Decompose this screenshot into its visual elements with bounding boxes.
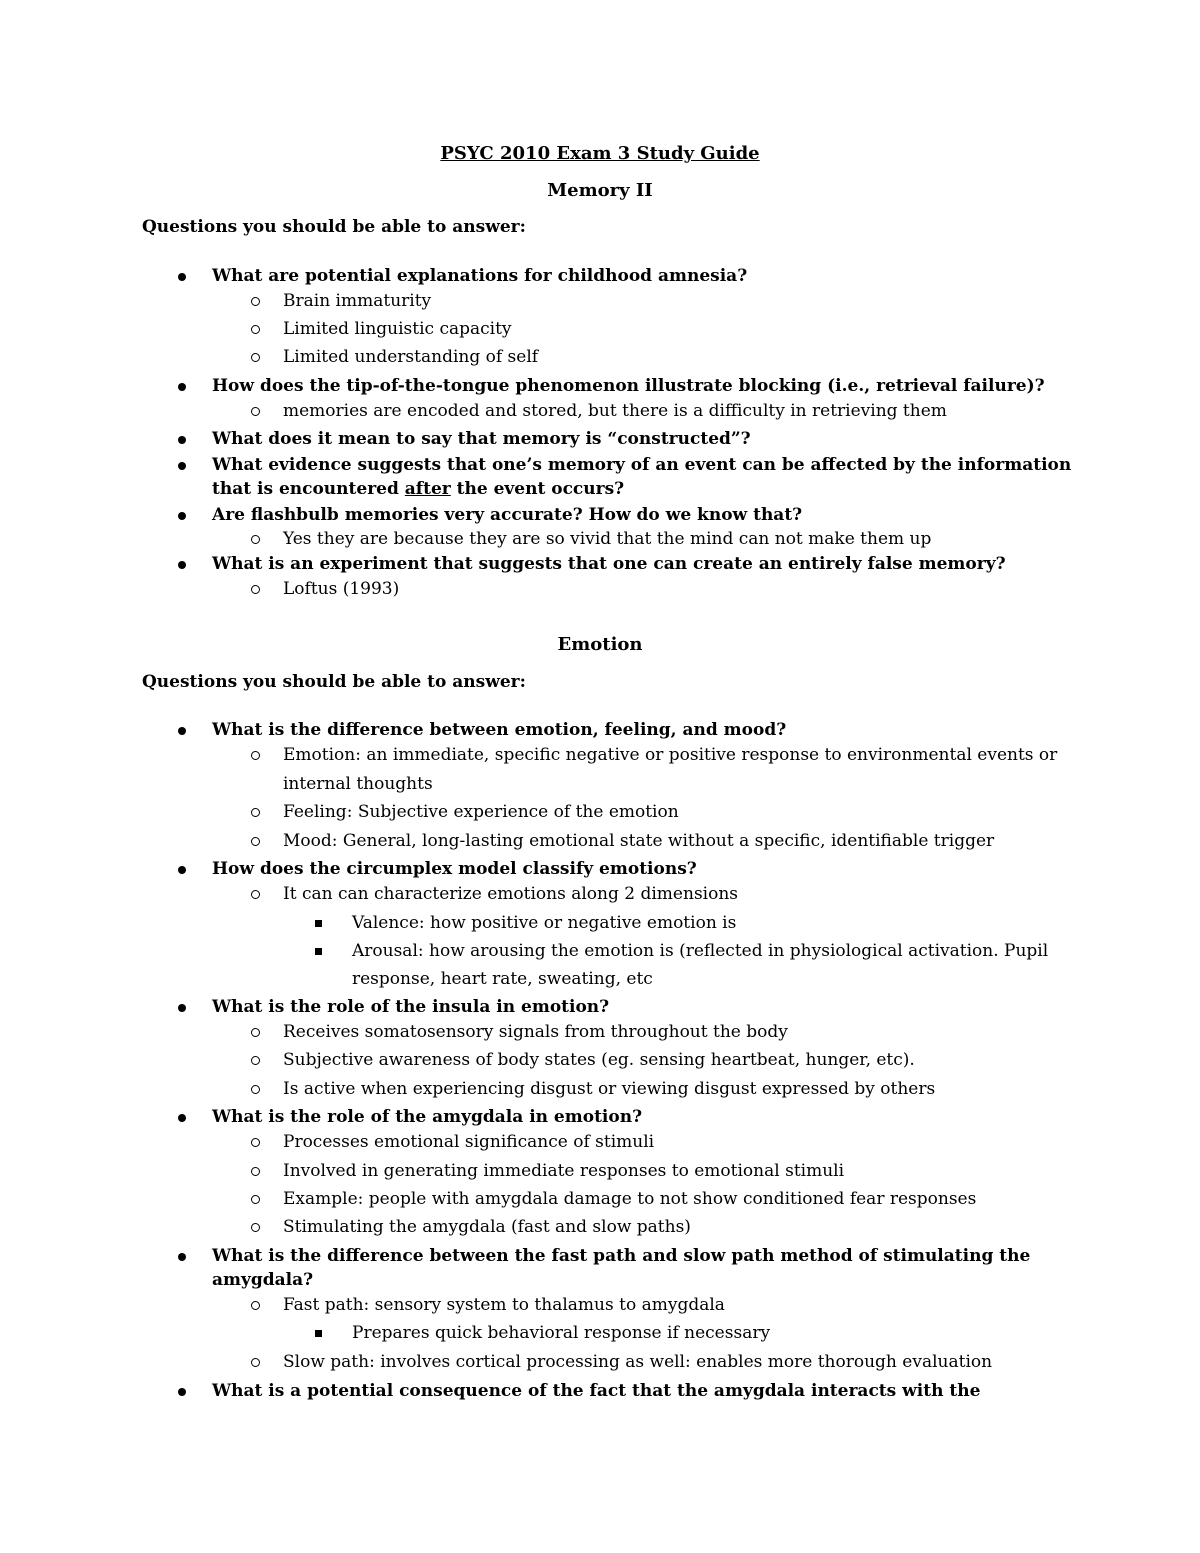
bullet-circle	[251, 1159, 260, 1183]
answer: Brain immaturity	[283, 291, 432, 311]
answer: Processes emotional significance of stimuli	[283, 1132, 655, 1152]
bullet-square	[315, 939, 322, 963]
question: Are flashbulb memories very accurate? How do we know that?	[212, 505, 803, 525]
bullet-square	[315, 911, 322, 935]
question: What is an experiment that suggests that one can create an entirely false memory?	[212, 554, 1006, 574]
question-text: that is encountered	[212, 479, 405, 499]
question: How does the circumplex model classify emotions?	[212, 859, 697, 879]
bullet-dot	[178, 552, 186, 576]
question: What are potential explanations for childhood amnesia?	[212, 266, 748, 286]
question: What does it mean to say that memory is “constructed”?	[212, 429, 751, 449]
bullet-circle	[251, 577, 260, 601]
bullet-dot	[178, 857, 186, 881]
answer: Feeling: Subjective experience of the emotion	[283, 802, 679, 822]
answer: Limited linguistic capacity	[283, 319, 512, 339]
questions-label: Questions you should be able to answer:	[142, 217, 526, 237]
bullet-circle	[251, 1020, 260, 1044]
bullet-circle	[251, 1130, 260, 1154]
answer: Yes they are because they are so vivid that the mind can not make them up	[283, 529, 932, 549]
bullet-square	[315, 1321, 322, 1345]
bullet-dot	[178, 374, 186, 398]
answer: memories are encoded and stored, but there is a difficulty in retrieving them	[283, 401, 947, 421]
section-heading-memory: Memory II	[547, 180, 653, 201]
answer: Fast path: sensory system to thalamus to amygdala	[283, 1295, 725, 1315]
answer: It can can characterize emotions along 2 dimensions	[283, 884, 739, 904]
answer: Is active when experiencing disgust or viewing disgust expressed by others	[283, 1079, 936, 1099]
bullet-circle	[251, 1215, 260, 1239]
question: What is the role of the amygdala in emotion?	[212, 1107, 643, 1127]
bullet-circle	[251, 317, 260, 341]
answer: Mood: General, long-lasting emotional state without a specific, identifiable trigger	[283, 831, 995, 851]
answer: Limited understanding of self	[283, 347, 539, 367]
answer-continuation: internal thoughts	[283, 774, 433, 794]
answer: Slow path: involves cortical processing as well: enables more thorough evaluation	[283, 1352, 993, 1372]
sub-answer: Prepares quick behavioral response if necessary	[352, 1323, 771, 1343]
question: What is the difference between the fast path and slow path method of stimulating the	[212, 1246, 1031, 1266]
bullet-dot	[178, 995, 186, 1019]
question: What is the difference between emotion, feeling, and mood?	[212, 720, 787, 740]
answer: Involved in generating immediate responses to emotional stimuli	[283, 1161, 845, 1181]
bullet-dot	[178, 1379, 186, 1403]
question-continuation	[212, 477, 624, 501]
bullet-circle	[251, 800, 260, 824]
bullet-dot	[178, 264, 186, 288]
bullet-dot	[178, 453, 186, 477]
question-continuation: amygdala?	[212, 1270, 314, 1290]
answer: Receives somatosensory signals from throughout the body	[283, 1022, 788, 1042]
answer: Subjective awareness of body states (eg. sensing heartbeat, hunger, etc).	[283, 1050, 915, 1070]
question: What is a potential consequence of the fact that the amygdala interacts with the	[212, 1381, 981, 1401]
question: What evidence suggests that one’s memory of an event can be affected by the information	[212, 455, 1072, 475]
bullet-dot	[178, 427, 186, 451]
question-text: the event occurs?	[450, 479, 625, 499]
question: How does the tip-of-the-tongue phenomenon illustrate blocking (i.e., retrieval failure)?	[212, 376, 1045, 396]
bullet-dot	[178, 1244, 186, 1268]
bullet-circle	[251, 399, 260, 423]
bullet-dot	[178, 718, 186, 742]
answer: Example: people with amygdala damage to not show conditioned fear responses	[283, 1189, 977, 1209]
section-heading-emotion: Emotion	[557, 634, 643, 655]
bullet-circle	[251, 1293, 260, 1317]
bullet-circle	[251, 829, 260, 853]
document-title: PSYC 2010 Exam 3 Study Guide	[440, 143, 760, 164]
bullet-circle	[251, 1350, 260, 1374]
sub-answer-continuation: response, heart rate, sweating, etc	[352, 969, 653, 989]
bullet-circle	[251, 743, 260, 767]
sub-answer: Arousal: how arousing the emotion is (reflected in physiological activation. Pupil	[352, 941, 1049, 961]
bullet-circle	[251, 882, 260, 906]
answer: Loftus (1993)	[283, 579, 400, 599]
questions-label: Questions you should be able to answer:	[142, 672, 526, 692]
underlined-word: after	[404, 479, 451, 499]
bullet-circle	[251, 527, 260, 551]
bullet-circle	[251, 345, 260, 369]
bullet-circle	[251, 1187, 260, 1211]
bullet-circle	[251, 1048, 260, 1072]
answer: Stimulating the amygdala (fast and slow paths)	[283, 1217, 691, 1237]
bullet-circle	[251, 289, 260, 313]
answer: Emotion: an immediate, specific negative or positive response to environmental events or	[283, 745, 1058, 765]
bullet-dot	[178, 1105, 186, 1129]
bullet-circle	[251, 1077, 260, 1101]
sub-answer: Valence: how positive or negative emotion is	[352, 913, 737, 933]
question: What is the role of the insula in emotion?	[212, 997, 610, 1017]
bullet-dot	[178, 503, 186, 527]
